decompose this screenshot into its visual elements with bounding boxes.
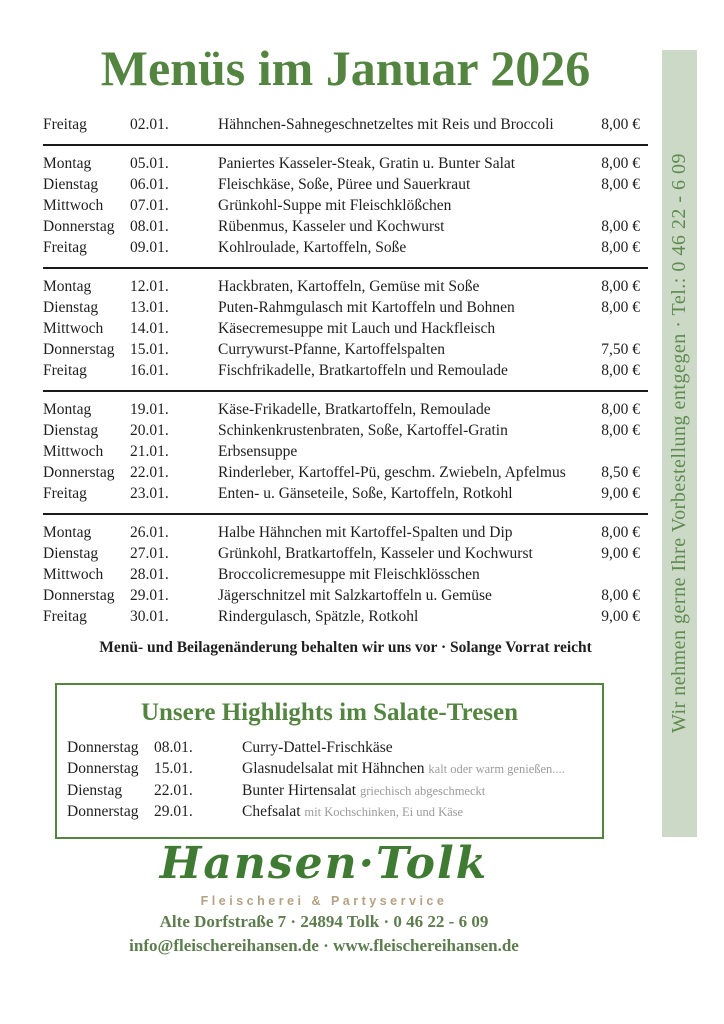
menu-row: [43, 318, 648, 339]
menu-dish: Rindergulasch, Spätzle, Rotkohl: [218, 607, 419, 625]
menu-day: Freitag: [43, 238, 87, 256]
menu-price: 8,00 €: [601, 298, 640, 316]
menu-row: [43, 360, 648, 381]
menu-day: Dienstag: [43, 544, 99, 562]
menu-price: 8,00 €: [601, 154, 640, 172]
menu-day: Donnerstag: [43, 463, 115, 481]
menu-day: Dienstag: [43, 421, 99, 439]
menu-price: 7,50 €: [601, 340, 640, 358]
menu-date: 29.01.: [130, 586, 169, 604]
menu-date: 08.01.: [130, 217, 169, 235]
highlight-dish-name: Chefsalat: [242, 803, 301, 820]
preorder-sidebar: [662, 50, 697, 837]
menu-date: 06.01.: [130, 175, 169, 193]
menu-dish: Currywurst-Pfanne, Kartoffelspalten: [218, 340, 445, 358]
highlight-dish: [242, 737, 602, 760]
menu-day: Mittwoch: [43, 442, 104, 460]
page-title: Menüs im Januar 2026: [100, 40, 591, 96]
menu-date: 15.01.: [130, 340, 169, 358]
highlight-dish: [242, 801, 602, 824]
menu-date: 09.01.: [130, 238, 169, 256]
menu-day: Montag: [43, 277, 92, 295]
menu-dish: Erbsensuppe: [218, 442, 298, 460]
menu-day: Freitag: [43, 484, 87, 502]
menu-price: 8,00 €: [601, 217, 640, 235]
company-address: Alte Dorfstraße 7 · 24894 Tolk · 0 46 22 - 6 09: [159, 912, 489, 932]
menu-row: [43, 114, 648, 135]
menu-dish: Grünkohl, Bratkartoffeln, Kasseler und Kochwurst: [218, 544, 533, 562]
menu-price: 8,00 €: [601, 400, 640, 418]
menu-dish: Puten-Rahmgulasch mit Kartoffeln und Bohnen: [218, 298, 515, 316]
menu-date: 30.01.: [130, 607, 169, 625]
menu-date: 21.01.: [130, 442, 169, 460]
week-divider: [43, 513, 648, 515]
menu-price: 8,00 €: [601, 238, 640, 256]
menu-price: 8,00 €: [601, 361, 640, 379]
highlight-row: [57, 780, 602, 802]
menu-row: [43, 216, 648, 237]
menu-date: 28.01.: [130, 565, 169, 583]
menu-row: [43, 441, 648, 462]
highlight-day: Donnerstag: [67, 803, 139, 820]
highlight-date: 29.01.: [154, 803, 193, 820]
menu-date: 07.01.: [130, 196, 169, 214]
menu-price: 8,00 €: [601, 277, 640, 295]
menu-date: 19.01.: [130, 400, 169, 418]
menu-row: [43, 153, 648, 174]
menu-date: 16.01.: [130, 361, 169, 379]
menu-date: 27.01.: [130, 544, 169, 562]
menu-day: Mittwoch: [43, 319, 104, 337]
menu-date: 05.01.: [130, 154, 169, 172]
highlight-note: kalt oder warm genießen....: [428, 762, 565, 776]
menu-dish: Rübenmus, Kasseler und Kochwurst: [218, 217, 445, 235]
company-logo: Hansen·Tolk: [159, 838, 489, 889]
menu-price: 8,00 €: [601, 175, 640, 193]
menu-day: Donnerstag: [43, 217, 115, 235]
menu-dish: Grünkohl-Suppe mit Fleischklößchen: [218, 196, 452, 214]
menu-date: 13.01.: [130, 298, 169, 316]
main-content: [43, 0, 648, 839]
menu-dish: Fischfrikadelle, Bratkartoffeln und Remoulade: [218, 361, 508, 379]
highlights-box: [55, 683, 604, 839]
highlight-dish: [242, 758, 602, 781]
menu-dish: Käse-Frikadelle, Bratkartoffeln, Remoulade: [218, 400, 491, 418]
menu-day: Freitag: [43, 361, 87, 379]
menu-date: 20.01.: [130, 421, 169, 439]
menu-row: [43, 585, 648, 606]
highlight-row: [57, 737, 602, 759]
menu-row: [43, 174, 648, 195]
week-divider: [43, 144, 648, 146]
menu-date: 26.01.: [130, 523, 169, 541]
menu-row: [43, 522, 648, 543]
menu-row: [43, 195, 648, 216]
menu-row: [43, 462, 648, 483]
menu-day: Freitag: [43, 115, 87, 133]
week-divider: [43, 267, 648, 269]
menu-row: [43, 399, 648, 420]
menu-price: 8,00 €: [601, 523, 640, 541]
menu-day: Montag: [43, 523, 92, 541]
menu-day: Donnerstag: [43, 586, 115, 604]
highlight-day: Donnerstag: [67, 738, 139, 756]
menu-table: [43, 114, 648, 657]
disclaimer-note: Menü- und Beilagenänderung behalten wir uns vor · Solange Vorrat reicht: [99, 638, 592, 656]
menu-day: Dienstag: [43, 175, 99, 193]
menu-price: 9,00 €: [601, 544, 640, 562]
menu-day: Mittwoch: [43, 196, 104, 214]
menu-dish: Halbe Hähnchen mit Kartoffel-Spalten und Dip: [218, 523, 513, 541]
menu-dish: Jägerschnitzel mit Salzkartoffeln u. Gemüse: [218, 586, 492, 604]
menu-dish: Broccolicremesuppe mit Fleischklösschen: [218, 565, 480, 583]
menu-row: [43, 606, 648, 627]
highlight-row: [57, 758, 602, 780]
highlight-note: griechisch abgeschmeckt: [359, 783, 486, 798]
menu-dish: Hackbraten, Kartoffeln, Gemüse mit Soße: [218, 277, 480, 295]
menu-day: Dienstag: [43, 298, 99, 316]
menu-price: 9,00 €: [601, 607, 640, 625]
preorder-sidebar-text: Wir nehmen gerne Ihre Vorbestellung entgegen · Tel.: 0 46 22 - 6 09: [668, 153, 690, 734]
menu-date: 12.01.: [130, 277, 169, 295]
menu-dish: Fleischkäse, Soße, Püree und Sauerkraut: [218, 175, 471, 193]
highlight-dish-name: Glasnudelsalat mit Hähnchen: [242, 760, 425, 777]
footer: [0, 840, 648, 956]
menu-row: [43, 237, 648, 258]
menu-dish: Paniertes Kasseler-Steak, Gratin u. Bunter Salat: [218, 154, 516, 172]
menu-row: [43, 339, 648, 360]
menu-day: Freitag: [43, 607, 87, 625]
menu-price: 8,00 €: [601, 115, 640, 133]
company-contact: info@fleischereihansen.de · www.fleischereihansen.de: [129, 936, 519, 956]
menu-dish: Hähnchen-Sahnegeschnetzeltes mit Reis und Broccoli: [218, 115, 554, 133]
menu-price: 9,00 €: [601, 484, 640, 502]
highlight-date: 22.01.: [154, 781, 193, 799]
menu-row: [43, 564, 648, 585]
menu-dish: Schinkenkrustenbraten, Soße, Kartoffel-Gratin: [218, 421, 508, 439]
highlight-note: mit Kochschinken, Ei und Käse: [304, 805, 464, 819]
highlight-date: 15.01.: [154, 760, 193, 777]
menu-date: 02.01.: [130, 115, 169, 133]
menu-day: Donnerstag: [43, 340, 115, 358]
menu-price: 8,00 €: [601, 586, 640, 604]
menu-price: 8,50 €: [601, 463, 640, 481]
week-divider: [43, 390, 648, 392]
menu-day: Mittwoch: [43, 565, 104, 583]
company-tagline: Fleischerei & Partyservice: [200, 894, 448, 909]
menu-dish: Enten- u. Gänseteile, Soße, Kartoffeln, Rotkohl: [218, 484, 513, 502]
menu-row: [43, 543, 648, 564]
menu-row: [43, 276, 648, 297]
menu-day: Montag: [43, 400, 92, 418]
menu-row: [43, 420, 648, 441]
menu-dish: Rinderleber, Kartoffel-Pü, geschm. Zwiebeln, Apfelmus: [218, 463, 566, 481]
menu-date: 14.01.: [130, 319, 169, 337]
highlight-row: [57, 801, 602, 823]
menu-day: Montag: [43, 154, 92, 172]
menu-price: 8,00 €: [601, 421, 640, 439]
menu-row: [43, 483, 648, 504]
menu-dish: Käsecremesuppe mit Lauch und Hackfleisch: [218, 319, 496, 337]
menu-date: 22.01.: [130, 463, 169, 481]
menu-row: [43, 297, 648, 318]
highlight-dish-name: Bunter Hirtensalat: [242, 781, 357, 799]
menu-date: 23.01.: [130, 484, 169, 502]
highlights-title: Unsere Highlights im Salate-Tresen: [140, 698, 519, 726]
highlight-dish: [242, 780, 602, 803]
highlight-dish-name: Curry-Dattel-Frischkäse: [242, 738, 393, 756]
highlight-day: Dienstag: [67, 781, 123, 799]
highlight-date: 08.01.: [154, 738, 193, 756]
highlight-day: Donnerstag: [67, 760, 139, 777]
menu-dish: Kohlroulade, Kartoffeln, Soße: [218, 238, 407, 256]
